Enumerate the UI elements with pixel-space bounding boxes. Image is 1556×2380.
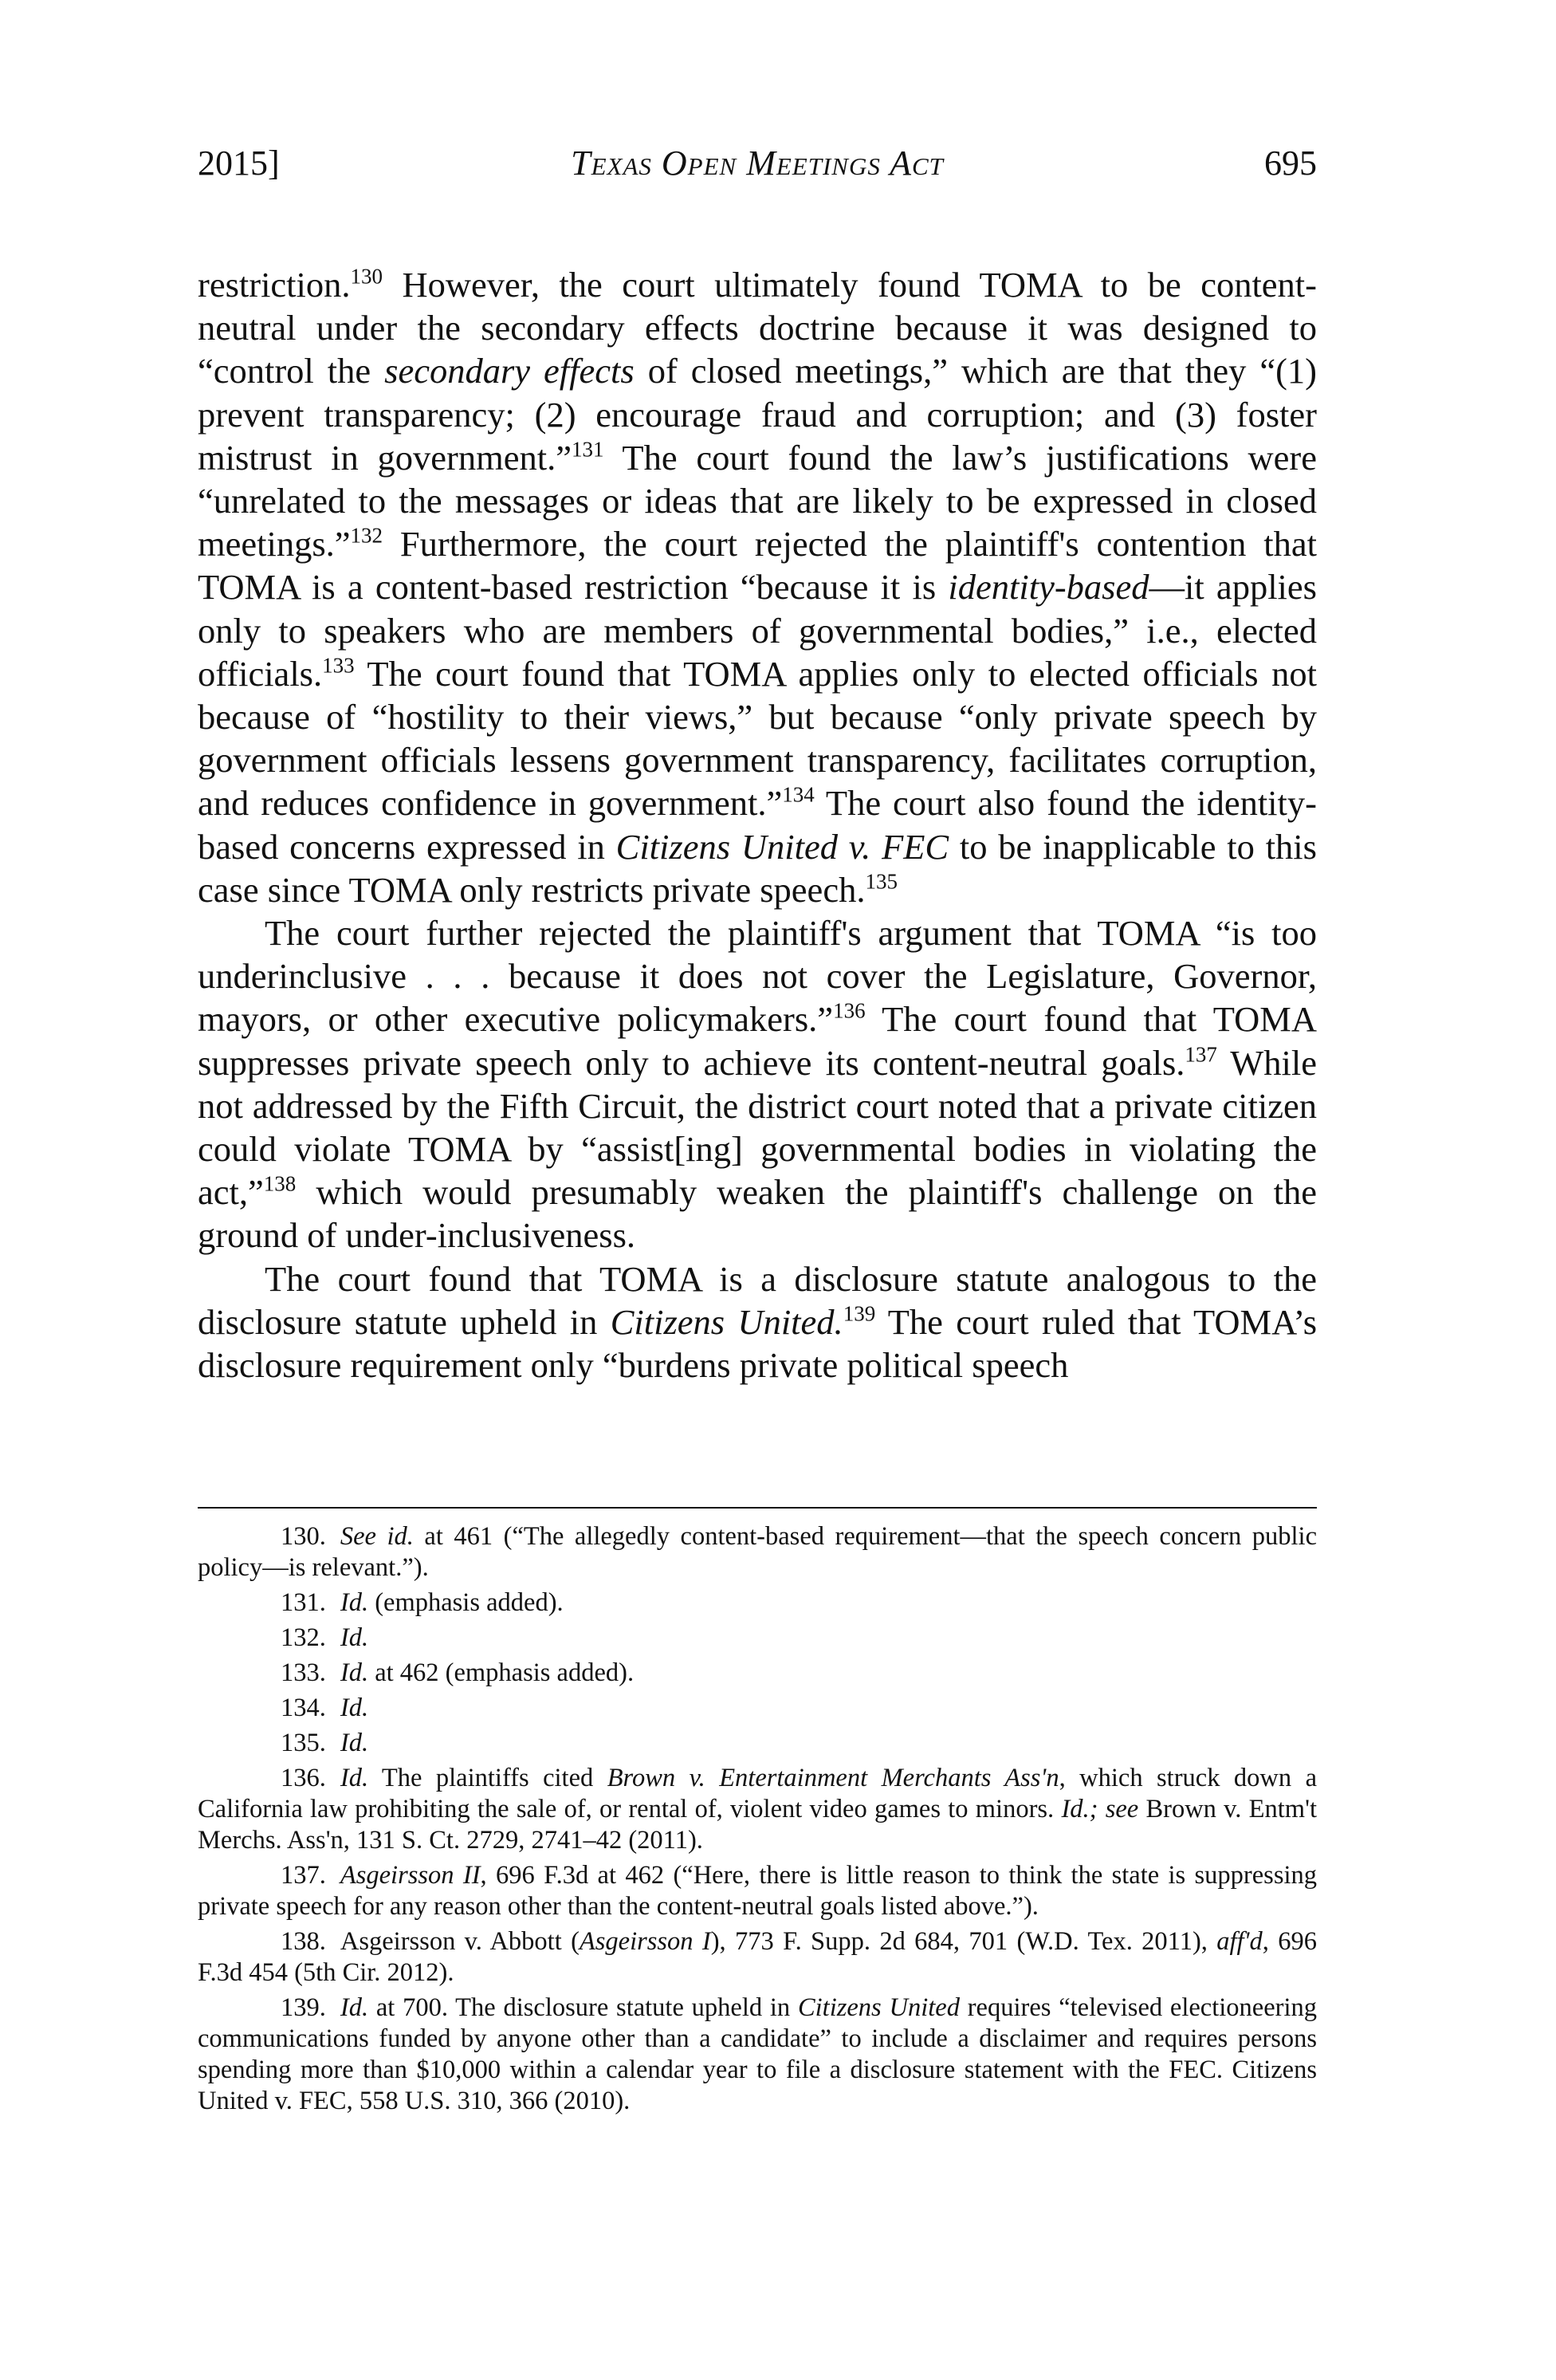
italic-run: Id. [340, 1993, 369, 2022]
footnote-number: 139. [281, 1993, 326, 2022]
text-run: The plaintiffs cited [368, 1764, 607, 1792]
footnote-ref: 135 [865, 869, 898, 894]
footnote-number: 134. [281, 1694, 326, 1722]
text-run: ), 773 F. Supp. 2d 684, 701 (W.D. Tex. 2011), [710, 1927, 1217, 1956]
paragraph [198, 263, 1317, 911]
text-run: —it applies only to speakers who are members of governmental bodies,” i.e., elected officials. [198, 567, 1317, 694]
text-run: which would presumably weaken the plaintiff's challenge on the ground of under-inclusiveness. [198, 1172, 1317, 1256]
footnote-ref: 138 [263, 1171, 297, 1196]
italic-run: Asgeirsson I [579, 1927, 711, 1956]
footnote-number: 131. [281, 1588, 326, 1617]
text-run: The court ruled that TOMA’s disclosure requirement only “burdens private political speech [198, 1301, 1318, 1386]
footnote-134 [198, 1693, 1317, 1724]
footnote-divider [198, 1507, 1317, 1509]
footnote-130 [198, 1521, 1317, 1583]
footnote-number: 133. [281, 1658, 326, 1687]
text-run: Asgeirsson v. Abbott ( [340, 1927, 580, 1956]
text-run: at 461 (“The allegedly content-based requirement—that the speech concern public policy—is relevant.”). [198, 1522, 1317, 1582]
footnote-ref: 132 [350, 523, 383, 548]
italic-run: Citizens United. [610, 1301, 843, 1342]
italic-run: secondary effects [384, 351, 635, 391]
text-run: , which struck down a California law prohibiting the sale of, or rental of, violent video games to minors. [198, 1764, 1317, 1823]
footnote-number: 136. [281, 1764, 326, 1792]
italic-run: See id. [340, 1522, 414, 1551]
text-run: The court also found the identity-based concerns expressed in [198, 783, 1317, 867]
text-run: The court found the law’s justifications were “unrelated to the messages or ideas that are likely to be expressed in closed meetings.” [198, 437, 1317, 565]
header-year: 2015] [198, 144, 280, 183]
footnote-ref: 137 [1185, 1041, 1217, 1066]
italic-run: Id. [340, 1658, 369, 1687]
italic-run: aff'd [1216, 1927, 1263, 1956]
italic-run: Id. [340, 1694, 369, 1722]
text-run: , 696 F.3d at 462 (“Here, there is little reason to think the state is suppressing private speech for any reason other than the content-neutral goals listed above.”). [198, 1861, 1318, 1921]
italic-run: identity-based [948, 567, 1149, 608]
text-run: of closed meetings,” which are that they “(1) prevent transparency; (2) encourage fraud and corruption; and (3) foster mistrust in government.” [198, 351, 1317, 478]
italic-run: Citizens United v. FEC [615, 826, 949, 867]
footnote-ref: 133 [322, 653, 355, 678]
paragraph [198, 1257, 1317, 1387]
italic-run: Asgeirsson II [340, 1861, 481, 1890]
text-run: restriction. [198, 265, 351, 305]
italic-run: Id. [340, 1623, 369, 1652]
page-number: 695 [1264, 144, 1317, 183]
footnote-number: 137. [281, 1861, 326, 1890]
text-run: The court found that TOMA is a disclosure statute analogous to the disclosure statute upheld in [198, 1258, 1317, 1342]
footnote-132 [198, 1623, 1317, 1654]
footnote-137 [198, 1860, 1317, 1922]
italic-run: Id. [340, 1729, 369, 1757]
text-run: at 462 (emphasis added). [368, 1658, 635, 1687]
footnote-ref: 131 [571, 437, 604, 462]
text-run: The court found that TOMA suppresses private speech only to achieve its content-neutral goals. [198, 999, 1318, 1083]
footnote-number: 135. [281, 1729, 326, 1757]
footnote-number: 138. [281, 1927, 326, 1956]
body-text [198, 263, 1317, 1387]
text-run: at 700. The disclosure statute upheld in [368, 1993, 798, 2022]
italic-run: Id. [340, 1588, 369, 1617]
footnote-number: 130. [281, 1522, 326, 1551]
italic-run: Id. [340, 1764, 369, 1792]
footnote-number: 132. [281, 1623, 326, 1652]
text-run: The court further rejected the plaintiff's argument that TOMA “is too underinclusive . . . because it does not cover the Legislature, Governor, mayors, or other executive policymakers.” [198, 913, 1317, 1040]
footnote-138 [198, 1926, 1317, 1989]
text-run: While not addressed by the Fifth Circuit, the district court noted that a private citizen could violate TOMA by “assist[ing] governmental bodies in violating the act,” [198, 1042, 1317, 1213]
paragraph [198, 911, 1317, 1257]
header-title: Texas Open Meetings Act [571, 144, 944, 183]
italic-run: Brown v. Entertainment Merchants Ass'n [607, 1764, 1059, 1792]
italic-run: Id.; see [1061, 1795, 1139, 1823]
footnote-ref: 139 [843, 1301, 876, 1326]
footnote-ref: 134 [782, 782, 815, 807]
text-run: Brown v. Entm't Merchs. Ass'n, 131 S. Ct. 2729, 2741–42 (2011). [198, 1795, 1317, 1855]
footnote-133 [198, 1658, 1317, 1689]
footnote-135 [198, 1728, 1317, 1759]
text-run: , 696 F.3d 454 (5th Cir. 2012). [198, 1927, 1317, 1987]
text-run: However, the court ultimately found TOMA to be content-neutral under the secondary effects doctrine because it was designed to “control the [198, 265, 1317, 391]
footnote-139 [198, 1993, 1317, 2117]
footnote-136 [198, 1763, 1317, 1856]
text-run: requires “televised electioneering communications funded by anyone other than a candidate” to include a disclaimer and requires persons spending more than $10,000 within a calendar year to file a disclosure statement with the FEC. Citizens United v. FEC, 558 U.S. 310, 366 (2010). [198, 1993, 1317, 2115]
footnote-131 [198, 1587, 1317, 1619]
text-run: Furthermore, the court rejected the plaintiff's contention that TOMA is a content-based restriction “because it is [198, 524, 1317, 608]
footnote-ref: 130 [350, 264, 383, 289]
text-run: The court found that TOMA applies only to elected officials not because of “hostility to their views,” but because “only private speech by government officials lessens government transparency, facilitates corruption, and reduces confidence in government.” [198, 653, 1317, 824]
footnotes [198, 1521, 1317, 2121]
footnote-ref: 136 [833, 998, 866, 1023]
italic-run: Citizens United [797, 1993, 960, 2022]
running-header [198, 136, 1317, 191]
text-run: (emphasis added). [368, 1588, 564, 1617]
text-run: to be inapplicable to this case since TOMA only restricts private speech. [198, 826, 1317, 910]
